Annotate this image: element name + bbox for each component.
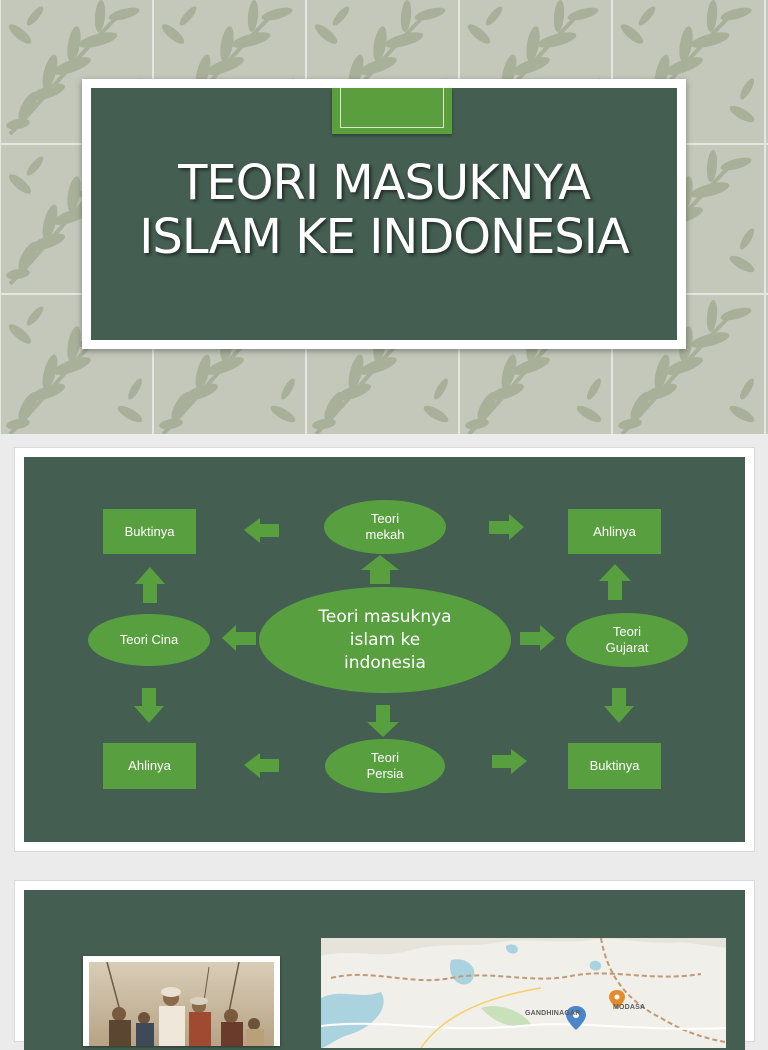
node-teori-gujarat [566, 613, 688, 667]
node-teori-mekah-label: Teori mekah [365, 511, 405, 542]
node-teori-persia-label: Teori Persia [366, 750, 404, 781]
arrow-up-from-gujarat [599, 564, 631, 600]
painting-frame [83, 956, 280, 1046]
arrow-down-to-persia [367, 705, 399, 737]
arrow-down-from-cina [134, 688, 164, 723]
diagram-slide [14, 447, 755, 852]
node-center-label: Teori masuknya islam ke indonesia [318, 606, 452, 673]
arrow-up-to-mekah [361, 555, 399, 584]
node-teori-cina [88, 614, 210, 666]
arrow-up-from-cina [135, 567, 165, 603]
node-buktinya-top-left-label: Buktinya [124, 523, 175, 539]
slide-title-line1: TEORI MASUKNYA [178, 155, 590, 211]
arrow-down-from-gujarat [604, 688, 634, 723]
arrow-left-to-ahlinya-bottom [244, 753, 279, 778]
diagram-panel [24, 457, 745, 842]
images-panel [24, 890, 745, 1050]
arrow-right-to-gujarat [520, 625, 555, 651]
node-teori-cina-label: Teori Cina [119, 632, 179, 647]
node-ahlinya-top-right [568, 509, 661, 554]
arrow-right-to-ahlinya-top [489, 514, 524, 540]
arrow-right-to-buktinya-bottom [492, 749, 527, 774]
accent-tab [332, 88, 452, 134]
node-teori-mekah [324, 500, 446, 554]
map-label-city1: GANDHINAGAR [525, 1010, 581, 1017]
node-ahlinya-top-right-label: Ahlinya [593, 523, 636, 539]
arrow-left-to-cina [222, 625, 256, 651]
accent-tab-inner-border [340, 88, 444, 128]
slide-title [91, 156, 677, 264]
map-illustration [321, 938, 726, 1048]
node-buktinya-bottom-right [568, 743, 661, 789]
node-buktinya-top-left [103, 509, 196, 554]
historical-painting-image [89, 962, 274, 1046]
node-ahlinya-bottom-left [103, 743, 196, 789]
title-frame [82, 79, 686, 349]
node-buktinya-bottom-right-label: Buktinya [589, 758, 640, 773]
map-label-city2: MODASA [613, 1004, 646, 1011]
node-center-theory [259, 587, 511, 693]
title-panel [91, 88, 677, 340]
node-teori-persia [325, 739, 445, 793]
node-ahlinya-bottom-left-label: Ahlinya [128, 758, 171, 773]
slide-title-line2: ISLAM KE INDONESIA [139, 209, 629, 265]
images-slide [14, 880, 755, 1042]
map-image [321, 938, 726, 1048]
title-slide [0, 0, 768, 434]
node-teori-gujarat-label: Teori Gujarat [605, 624, 649, 655]
arrow-left-to-buktinya-top [244, 518, 279, 543]
painting-illustration [89, 962, 274, 1046]
